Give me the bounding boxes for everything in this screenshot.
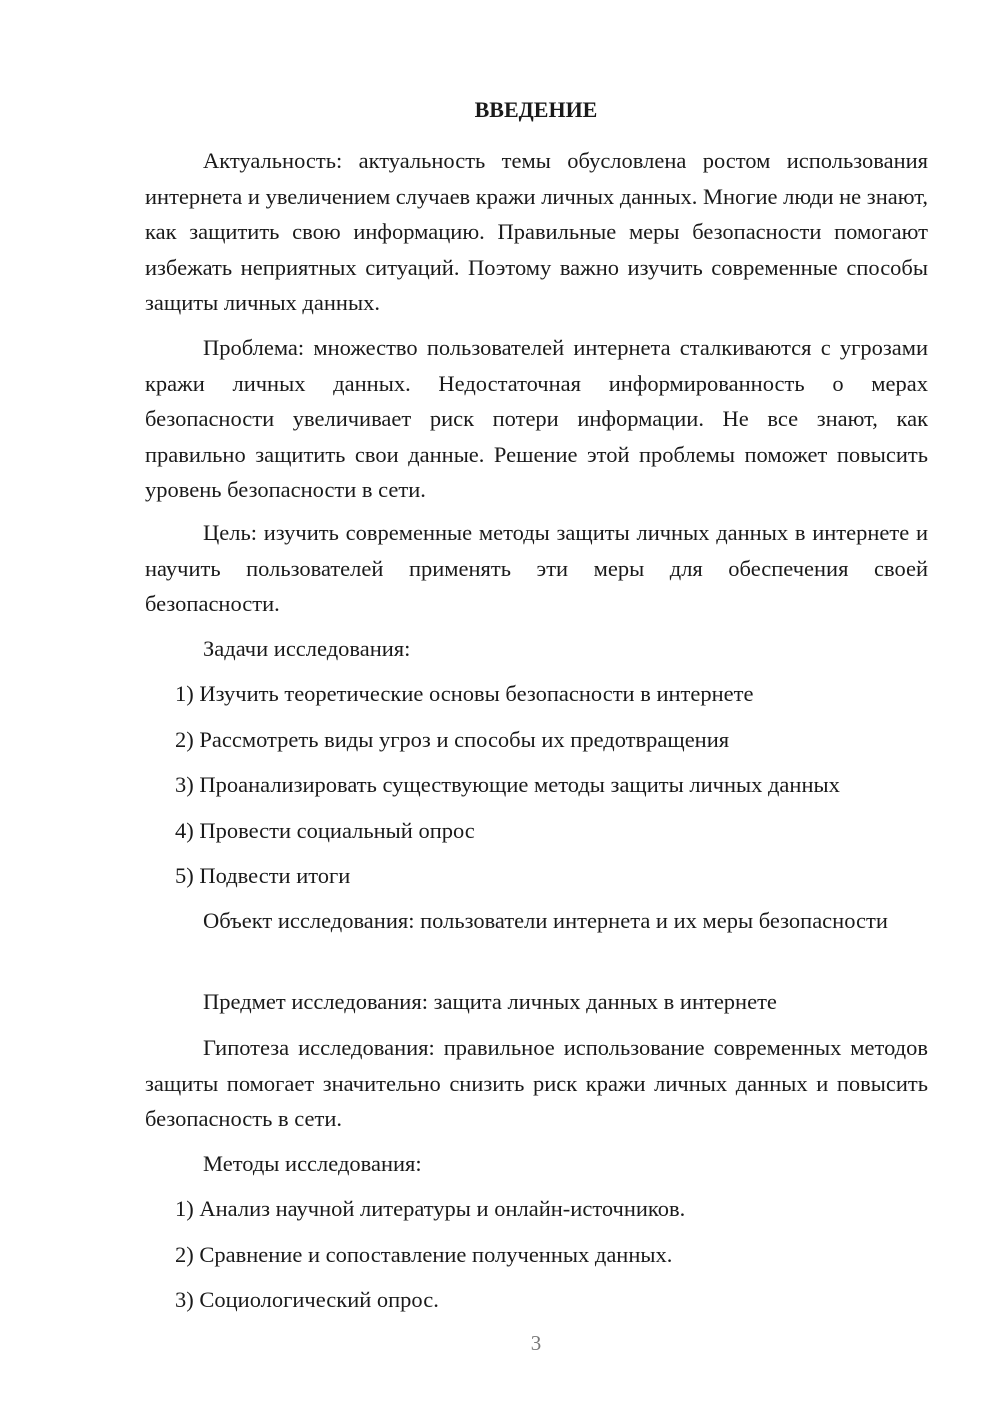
task-item: 5) Подвести итоги — [175, 863, 351, 888]
paragraph-relevance: Актуальность: актуальность темы обусловлена ростом использования интернета и увеличением случаев кражи личных данных. Многие люди не знают, как защитить свою информацию. Правильные меры безопасности помогают избежать неприятных ситуаций. Поэтому важно изучить современные способы защиты личных данных. — [145, 148, 928, 315]
tasks-heading: Задачи исследования: — [203, 636, 411, 661]
paragraph-goal: Цель: изучить современные методы защиты личных данных в интернете и научить пользователей применять эти меры для обеспечения своей безопасности. — [145, 520, 928, 616]
task-item: 1) Изучить теоретические основы безопасности в интернете — [175, 681, 754, 706]
paragraph-subject: Предмет исследования: защита личных данных в интернете — [203, 989, 777, 1014]
task-item: 2) Рассмотреть виды угроз и способы их предотвращения — [175, 727, 730, 752]
paragraph-object: Объект исследования: пользователи интернета и их меры безопасности — [203, 908, 888, 933]
paragraph-problem: Проблема: множество пользователей интернета сталкиваются с угрозами кражи личных данных. Недостаточная информированность о мерах безопасности увеличивает риск потери информации. Не все знают, как правильно защитить свои данные. Решение этой проблемы поможет повысить уровень безопасности в сети. — [145, 335, 928, 502]
paragraph-hypothesis: Гипотеза исследования: правильное использование современных методов защиты помогает значительно снизить риск кражи личных данных и повысить безопасность в сети. — [145, 1035, 928, 1131]
page-number: 3 — [530, 1331, 542, 1355]
task-item: 3) Проанализировать существующие методы защиты личных данных — [175, 772, 840, 797]
method-item: 2) Сравнение и сопоставление полученных данных. — [175, 1242, 673, 1267]
task-item: 4) Провести социальный опрос — [175, 818, 475, 843]
method-item: 3) Социологический опрос. — [175, 1287, 439, 1312]
method-item: 1) Анализ научной литературы и онлайн-источников. — [175, 1196, 686, 1221]
methods-heading: Методы исследования: — [203, 1151, 422, 1176]
section-heading: ВВЕДЕНИЕ — [474, 97, 598, 122]
